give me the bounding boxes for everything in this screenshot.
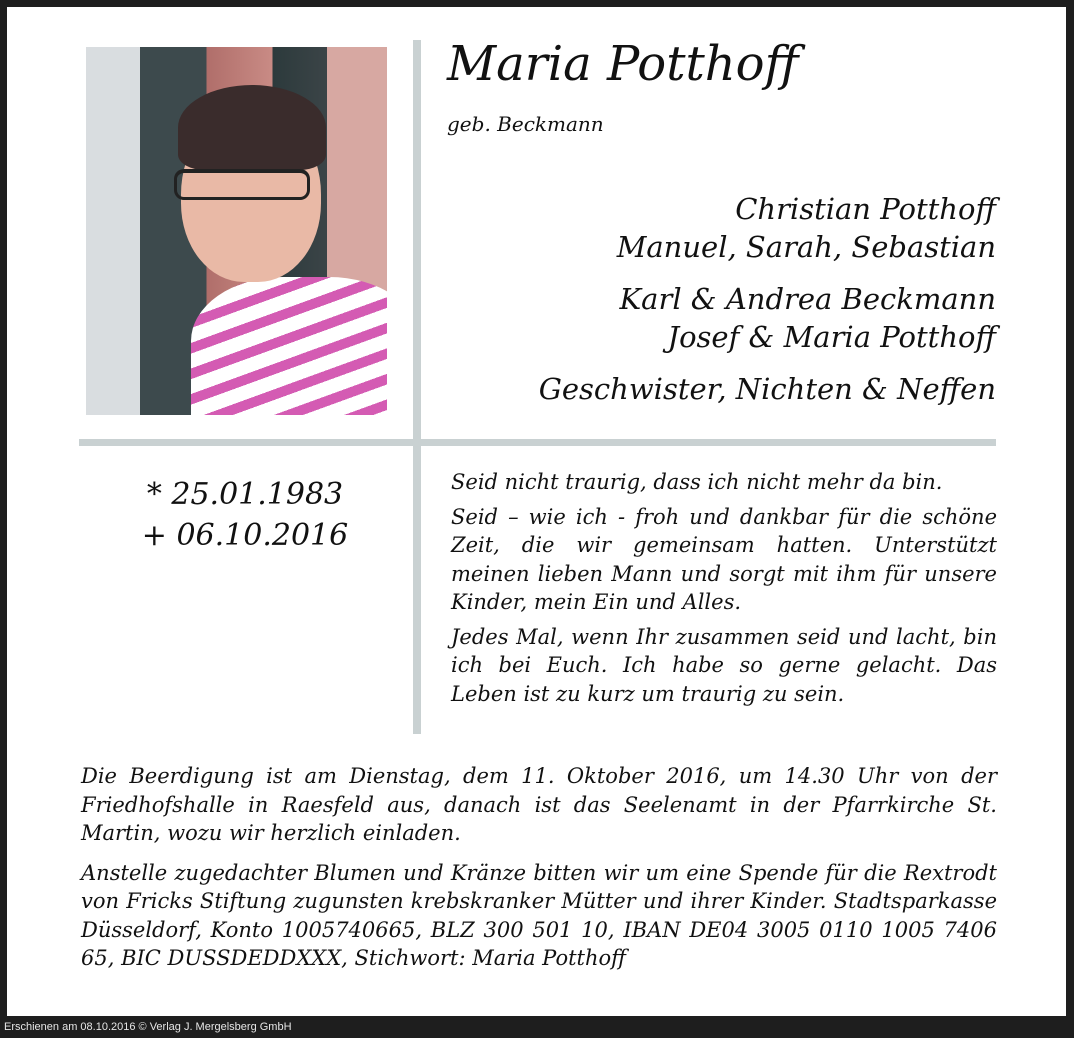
mourner-line: Josef & Maria Potthoff <box>667 320 996 354</box>
birth-date: * 25.01.1983 <box>146 477 344 512</box>
photo-hair <box>178 85 326 170</box>
life-dates <box>79 474 411 556</box>
mourner-line: Manuel, Sarah, Sebastian <box>616 230 996 264</box>
donation-request: Anstelle zugedachter Blumen und Kränze bitten wir um eine Spende für die Rextrodt von Fricks Stiftung zugunsten krebskranker Mütter und ihrer Kinder. Stadtsparkasse Düsseldorf, Konto 1005740665, BLZ 300 501 10, IBAN DE04 3005 0110 1005 7406 65, BIC DUSSDEDDXXX, Stichwort: Maria Potthoff <box>81 860 997 970</box>
memorial-poem <box>451 468 997 714</box>
mourner-line: Karl & Andrea Beckmann <box>619 282 996 316</box>
photo-glasses <box>174 169 310 200</box>
birth-name: geb. Beckmann <box>447 112 604 136</box>
deceased-name: Maria Potthoff <box>447 36 799 92</box>
portrait-photo <box>86 47 387 415</box>
publisher-credit: Erschienen am 08.10.2016 © Verlag J. Mergelsberg GmbH <box>4 1021 292 1033</box>
poem-paragraph: Seid nicht traurig, dass ich nicht mehr da bin. <box>451 470 943 494</box>
mourners-list <box>539 190 996 408</box>
mourner-line: Christian Potthoff <box>735 192 996 226</box>
poem-paragraph: Seid – wie ich - froh und dankbar für die schöne Zeit, die wir gemeinsam hatten. Unterstützt meinen lieben Mann und sorgt mit ihm für unsere Kinder, mein Ein und Alles. <box>451 504 997 614</box>
mourner-line: Geschwister, Nichten & Neffen <box>538 372 996 406</box>
cross-vertical-divider <box>413 40 421 734</box>
photo-shirt <box>191 277 387 415</box>
funeral-information <box>81 762 997 984</box>
cross-horizontal-divider <box>79 439 996 446</box>
poem-paragraph: Jedes Mal, wenn Ihr zusammen seid und lacht, bin ich bei Euch. Ich habe so gerne gelacht. Das Leben ist zu kurz um traurig zu sein. <box>451 624 997 706</box>
death-date: + 06.10.2016 <box>141 518 349 553</box>
funeral-details: Die Beerdigung ist am Dienstag, dem 11. Oktober 2016, um 14.30 Uhr von der Friedhofshalle in Raesfeld aus, danach ist das Seelenamt in der Pfarrkirche St. Martin, wozu wir herzlich einladen. <box>81 764 997 845</box>
